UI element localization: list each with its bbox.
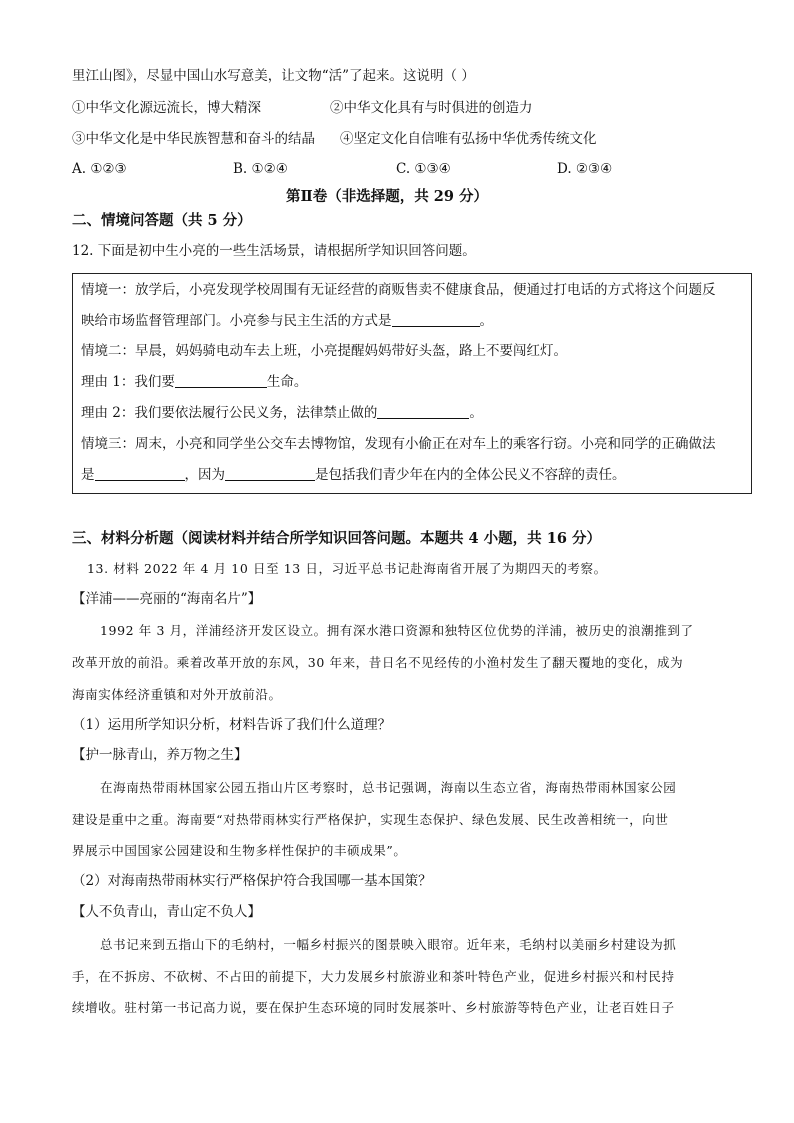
heading-rural-revival: 【人不负青山，青山定不负人】 [72,904,261,920]
answer-blank-1[interactable] [392,312,480,327]
q11-statement-2: ②中华文化具有与时俱进的创造力 [330,100,533,116]
material-3-line-1: 总书记来到五指山下的毛纳村，一幅乡村振兴的图景映入眼帘。近年来，毛纳村以美丽乡村建设为抓 [100,937,677,952]
scenario-3-line-1: 情境三：周末，小亮和同学坐公交车去博物馆，发现有小偷正在对车上的乘客行窃。小亮和同学的正确做法 [81,436,716,452]
q12-stem: 12. 下面是初中生小亮的一些生活场景，请根据所学知识回答问题。 [72,243,476,259]
scenario-3-line-2: 是 ，因为 是包括我们青少年在内的全体公民义不容辞的责任。 [81,467,626,483]
heading-yangpu: 【洋浦——亮丽的“海南名片”】 [72,591,262,607]
q11-option-b: B. ①②④ [233,161,288,177]
material-1-line-2: 改革开放的前沿。乘着改革开放的东风，30 年来，昔日名不见经传的小渔村发生了翻天覆地的变化，成为 [72,655,684,670]
reason-1-line: 理由 1：我们要 生命。 [81,374,308,390]
q11-statement-3: ③中华文化是中华民族智慧和奋斗的结晶 [72,131,315,147]
q13-sub-2: （2）对海南热带雨林实行严格保护符合我国哪一基本国策？ [72,873,432,889]
material-2-line-2: 建设是重中之重。海南要“对热带雨林实行严格保护，实现生态保护、绿色发展、民生改善相统一，向世 [72,812,669,827]
answer-blank-5[interactable] [225,466,315,481]
material-2-line-1: 在海南热带雨林国家公园五指山片区考察时，总书记强调，海南以生态立省，海南热带雨林国家公园 [100,780,677,795]
q11-statement-1: ①中华文化源远流长，博大精深 [72,100,261,116]
material-1-line-3: 海南实体经济重镇和对外开放前沿。 [72,687,282,702]
material-1-line-1: 1992 年 3 月，洋浦经济开发区设立。拥有深水港口资源和独特区位优势的洋浦，被历史的浪潮推到了 [100,623,694,638]
section-2-title: 二、情境问答题（共 5 分） [72,212,252,229]
reason-2-line: 理由 2：我们要依法履行公民义务，法律禁止做的 。 [81,405,483,421]
section-3-title: 三、材料分析题（阅读材料并结合所学知识回答问题。本题共 4 小题，共 16 分） [72,530,601,547]
heading-green-mountain: 【护一脉青山，养万物之生】 [72,747,248,763]
q11-statement-4: ④坚定文化自信唯有弘扬中华优秀传统文化 [340,131,597,147]
material-3-line-3: 续增收。驻村第一书记高力说，要在保护生态环境的同时发展茶叶、乡村旅游等特色产业，让老百姓日子 [72,1000,675,1015]
q11-stem-tail: 里江山图》，尽显中国山水写意美，让文物“活”了起来。这说明（ ） [72,68,475,84]
answer-blank-3[interactable] [377,404,469,419]
q11-option-a: A. ①②③ [72,161,127,177]
q13-intro: 13. 材料 2022 年 4 月 10 日至 13 日，习近平总书记赴海南省开展了为期四天的考察。 [87,561,607,576]
answer-blank-4[interactable] [95,466,185,481]
answer-blank-2[interactable] [175,373,267,388]
scenario-1-line-1: 情境一：放学后，小亮发现学校周围有无证经营的商贩售卖不健康食品，便通过打电话的方式将这个问题反 [81,282,716,298]
volume-2-title: 第Ⅱ卷（非选择题，共 29 分） [286,188,488,205]
q11-option-c: C. ①③④ [396,161,451,177]
q11-option-d: D. ②③④ [557,161,613,177]
material-2-line-3: 界展示中国国家公园建设和生物多样性保护的丰硕成果”。 [72,843,407,858]
scenario-1-line-2: 映给市场监督管理部门。小亮参与民主生活的方式是 。 [81,313,493,329]
scenario-2-line: 情境二：早晨，妈妈骑电动车去上班，小亮提醒妈妈带好头盔，路上不要闯红灯。 [81,343,567,359]
q13-sub-1: （1）运用所学知识分析，材料告诉了我们什么道理？ [72,717,392,733]
material-3-line-2: 手，在不拆房、不砍树、不占田的前提下，大力发展乡村旅游业和茶叶特色产业，促进乡村振兴和村民持 [72,969,675,984]
